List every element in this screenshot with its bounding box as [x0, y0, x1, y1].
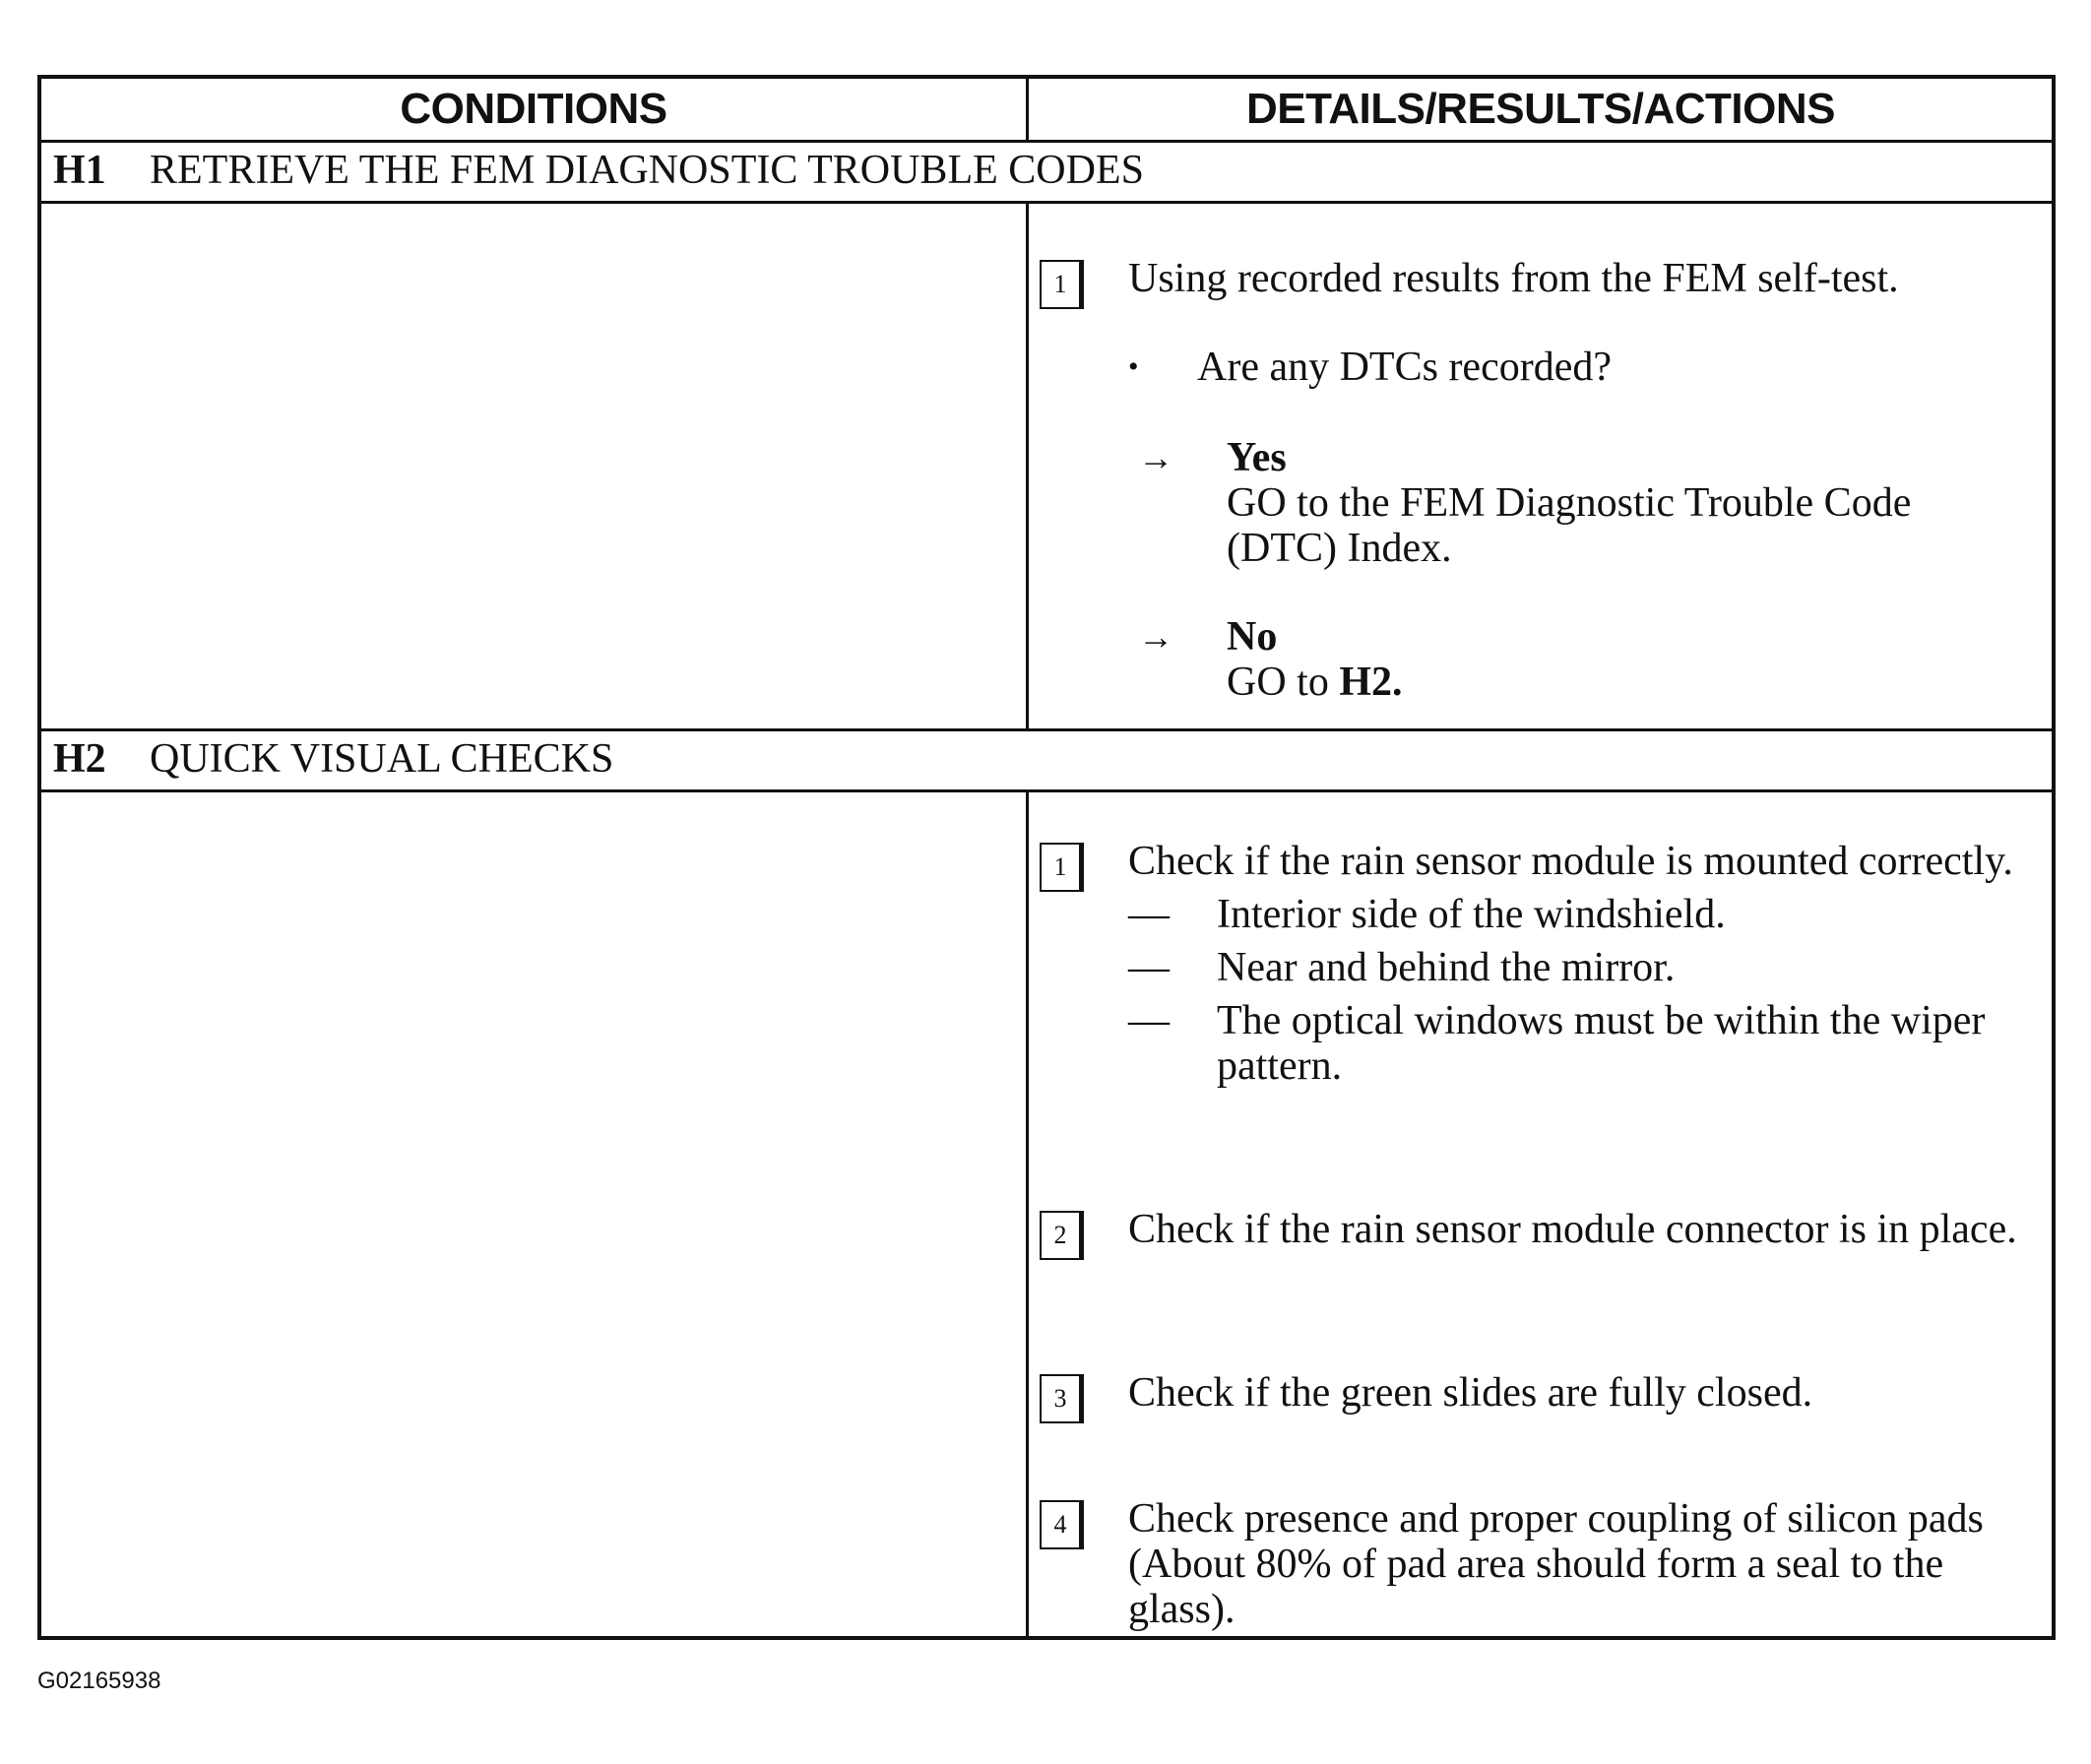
- h2-step-4: [1040, 1496, 2044, 1640]
- h1-title-divider: [41, 201, 2052, 204]
- h2-step-3: [1040, 1370, 2044, 1429]
- step-number-box: 4: [1040, 1500, 1081, 1549]
- list-item: [1128, 892, 2044, 937]
- column-header-conditions: CONDITIONS: [400, 85, 667, 133]
- arrow-right-icon: →: [1138, 438, 1173, 477]
- step-text: Check presence and proper coupling of silicon pads (About 80% of pad area should form a seal to the glass).: [1128, 1496, 1984, 1632]
- section-code: H2: [53, 736, 106, 782]
- dash-icon: —: [1128, 892, 1170, 937]
- figure-id: G02165938: [37, 1668, 161, 1694]
- step-body: [1128, 839, 2044, 1089]
- bullet-icon: •: [1128, 350, 1139, 383]
- step-number-box: 1: [1040, 260, 1081, 309]
- section-title-text: RETRIEVE THE FEM DIAGNOSTIC TROUBLE CODES: [150, 148, 1144, 193]
- step-text: Check if the rain sensor module is mounted correctly.: [1128, 839, 2013, 884]
- step-text: Using recorded results from the FEM self-test.: [1128, 256, 1899, 301]
- column-header-details: DETAILS/RESULTS/ACTIONS: [1246, 85, 1835, 133]
- no-action-prefix: GO to: [1227, 660, 1329, 705]
- section-title-h2: [53, 728, 613, 789]
- section-title-text: QUICK VISUAL CHECKS: [150, 736, 614, 782]
- dash-icon: —: [1128, 998, 1170, 1043]
- h1-column-divider: [1026, 201, 1029, 728]
- h2-title-divider: [41, 789, 2052, 792]
- step-number-box: 1: [1040, 843, 1081, 892]
- header-column-divider: [1026, 79, 1029, 140]
- no-action-target: H2.: [1339, 660, 1403, 705]
- h1-step-1: [1040, 256, 2044, 709]
- list-item-text: Interior side of the windshield.: [1217, 892, 1726, 937]
- step-number-box: 2: [1040, 1211, 1081, 1260]
- question-text: Are any DTCs recorded?: [1197, 345, 1612, 390]
- yes-label: Yes: [1227, 435, 1287, 480]
- h2-step-2: [1040, 1207, 2044, 1315]
- step-text: Check if the rain sensor module connector is in place.: [1128, 1207, 2017, 1252]
- step-number-box: 3: [1040, 1374, 1081, 1423]
- arrow-right-icon: →: [1138, 617, 1173, 657]
- section-code: H1: [53, 148, 106, 193]
- diagnostic-table: [37, 75, 2056, 1640]
- no-action: [1227, 660, 2014, 705]
- h2-step-1: [1040, 839, 2044, 1164]
- h2-column-divider: [1026, 789, 1029, 1640]
- yes-action: GO to the FEM Diagnostic Trouble Code (DTC) Index.: [1227, 480, 1912, 571]
- list-item: [1128, 945, 2044, 990]
- no-label: No: [1227, 614, 1278, 660]
- list-item-text: The optical windows must be within the wiper pattern.: [1217, 998, 1986, 1089]
- section-title-h1: [53, 140, 1144, 201]
- list-item-text: Near and behind the mirror.: [1217, 945, 1676, 990]
- dash-icon: —: [1128, 945, 1170, 990]
- list-item: [1128, 998, 2044, 1089]
- step-text: Check if the green slides are fully closed.: [1128, 1370, 1813, 1416]
